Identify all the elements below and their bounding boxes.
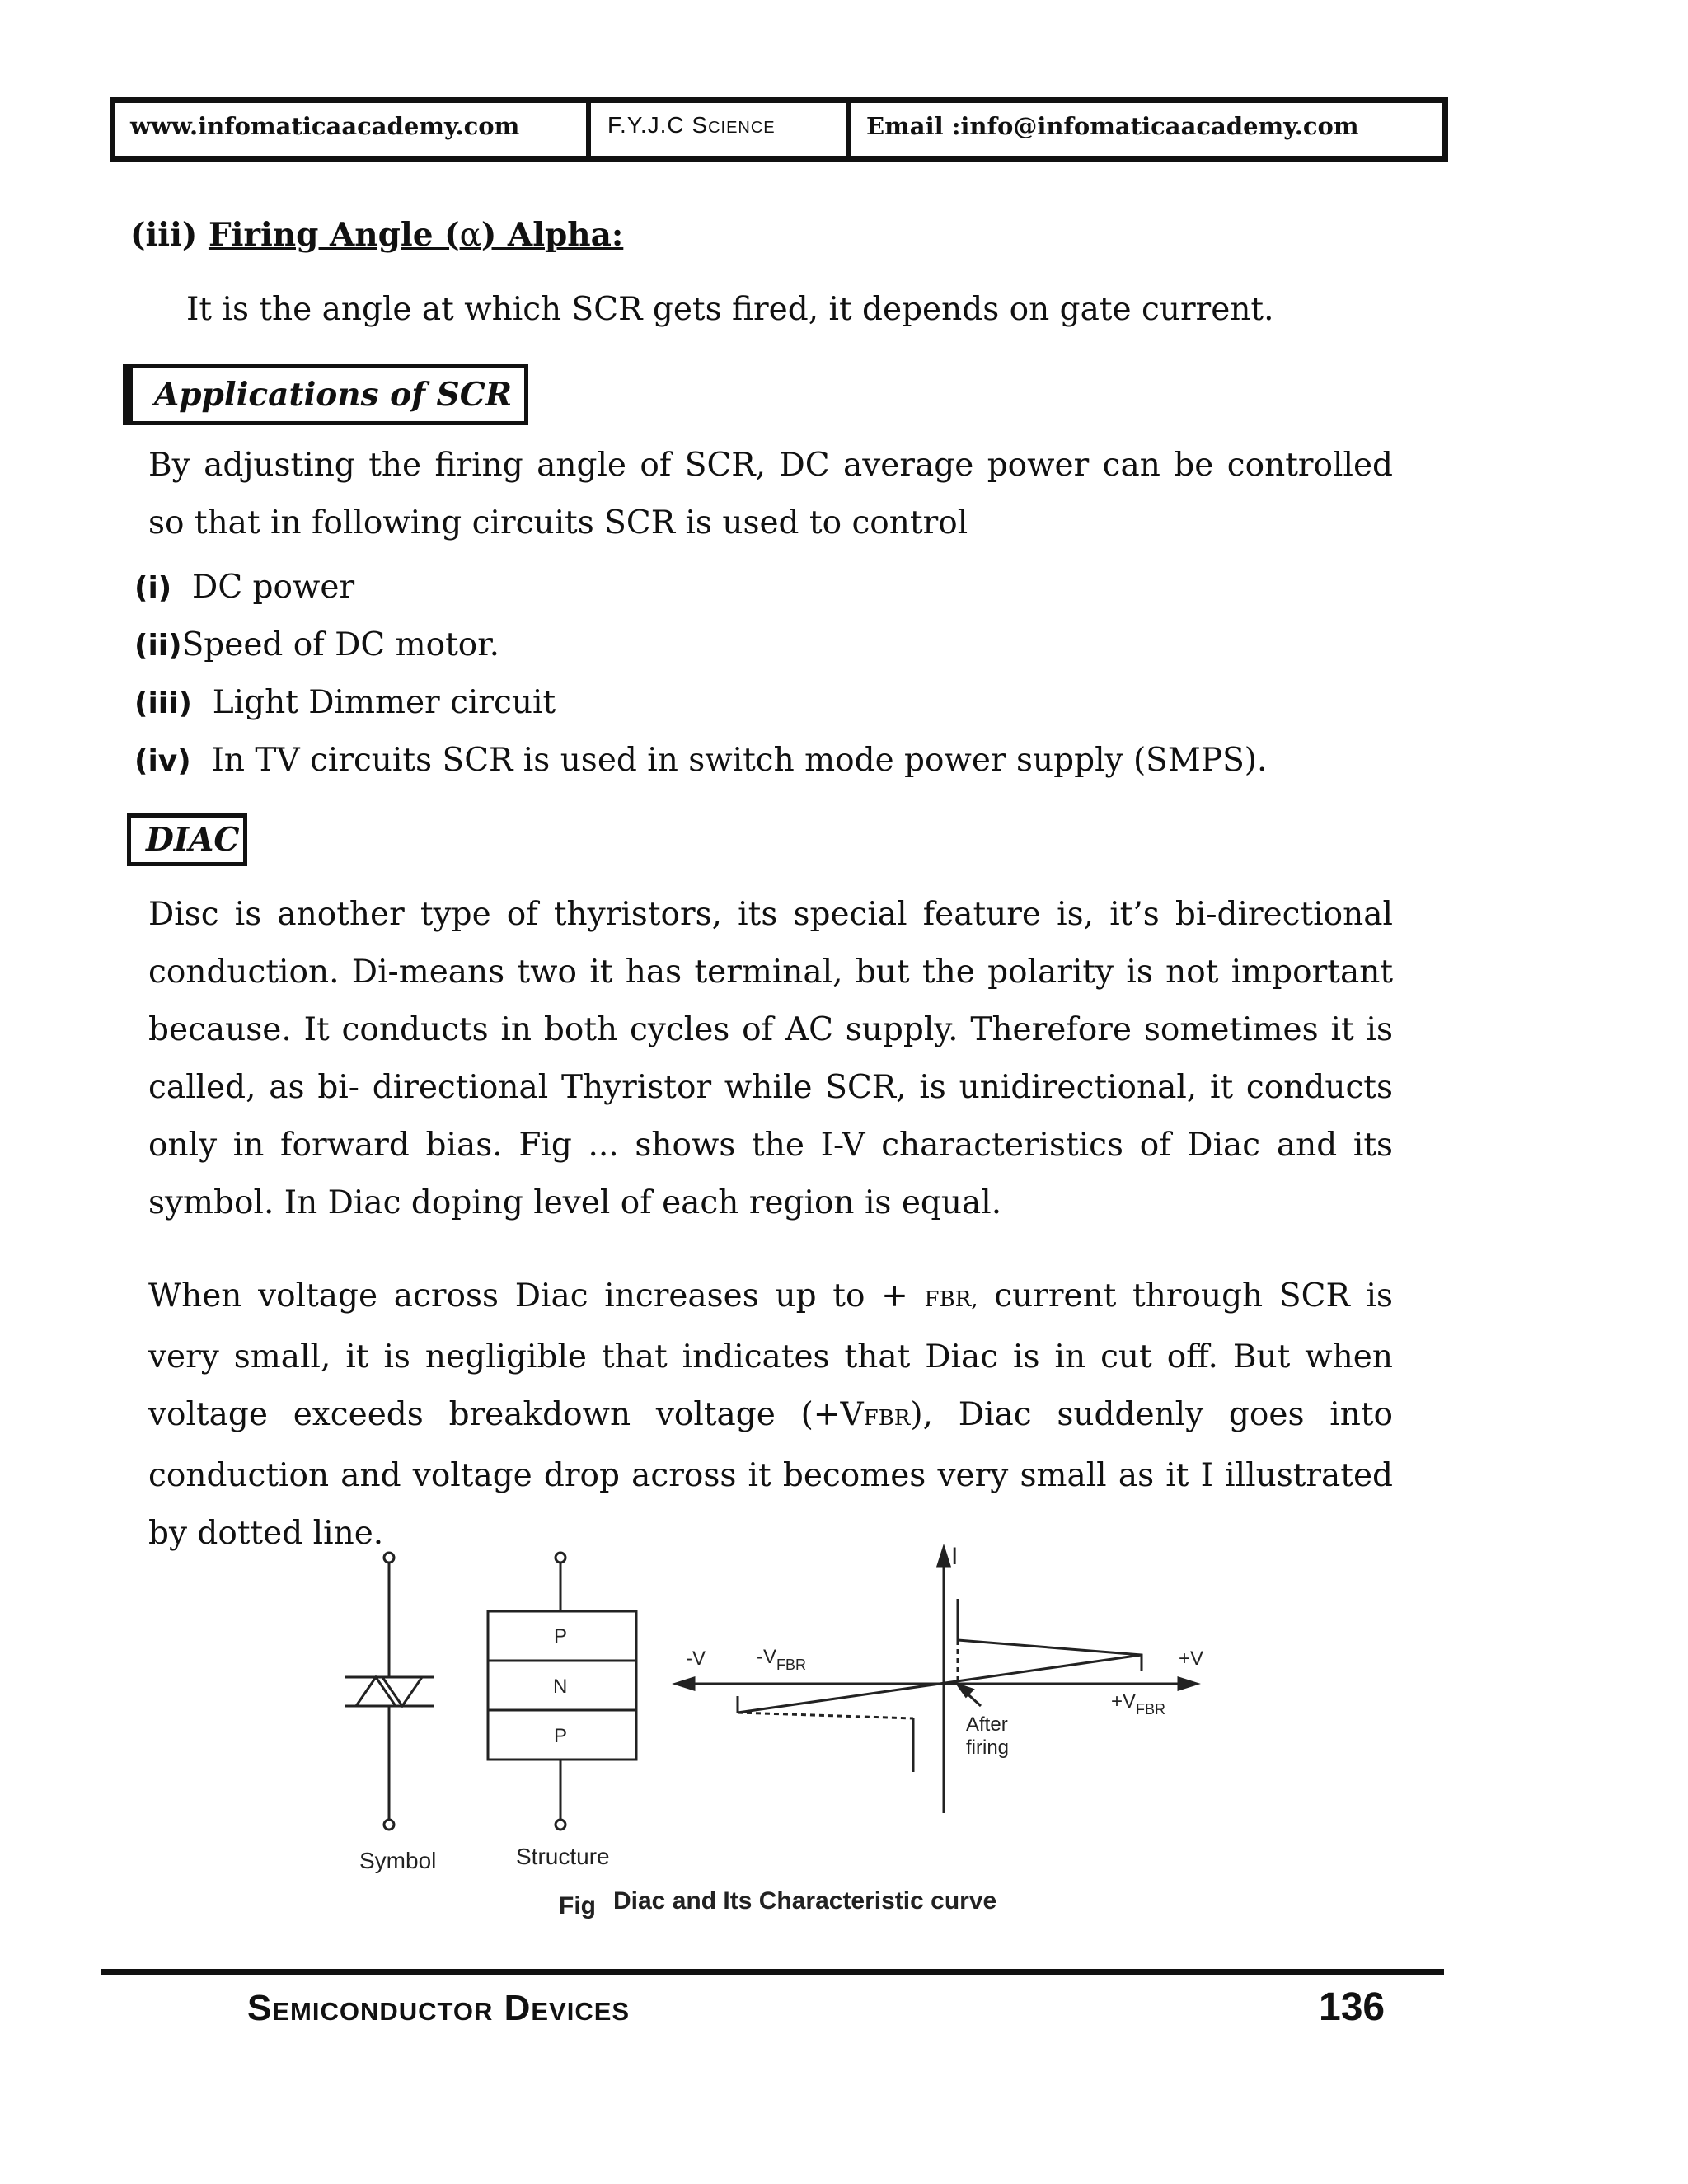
header-website[interactable]: www.infomaticaacademy.com	[115, 103, 591, 156]
after-firing-label-2: firing	[966, 1736, 1010, 1759]
alpha-symbol: α	[459, 217, 481, 254]
footer-divider	[101, 1969, 1444, 1975]
application-item-text: Speed of DC motor.	[181, 626, 499, 663]
application-item-text: Light Dimmer circuit	[212, 684, 556, 721]
neg-vfbr-label: $-V_{FBR}$	[757, 1646, 806, 1673]
symbol-label: Symbol	[359, 1848, 437, 1873]
application-item	[134, 674, 556, 733]
diac-figure	[321, 1533, 1261, 1929]
application-item	[134, 559, 354, 617]
application-item	[134, 732, 1267, 790]
diac-para2-part-c: ), Diac suddenly goes into conduction and voltage drop across it becomes very small as it I illustrated by dotted line.	[148, 1396, 1393, 1552]
pos-vfbr-label: $+V_{FBR}$	[1111, 1690, 1166, 1718]
firing-angle-heading	[130, 216, 623, 254]
diac-heading: DIAC	[127, 813, 247, 866]
applications-intro: By adjusting the firing angle of SCR, DC average power can be controlled so that in following circuits SCR is used to control	[148, 447, 1393, 541]
diac-para2-part-b: current through SCR is very small, it is negligible that indicates that Diac is in cut off. But when voltage exceeds breakdown voltage (+V	[148, 1277, 1393, 1433]
diac-paragraph-1: Disc is another type of thyristors, its special feature is, it’s bi-directional conduction. Di-means two it has terminal, but the polarity is not important because. It conducts in both cycles of AC supply. Therefore sometimes it is called, as bi- directional Thyristor while SCR, is unidirectional, it conducts only in forward bias. Fig ... shows the I-V characteristics of Diac and its symbol. In Diac doping level of each region is equal.	[148, 896, 1393, 1221]
application-item-text: DC power	[192, 569, 355, 606]
firing-angle-title-part2: ) Alpha:	[481, 216, 624, 254]
applications-heading: Applications of SCR	[123, 364, 528, 425]
firing-angle-body: It is the angle at which SCR gets fired, it depends on gate current.	[186, 291, 1274, 328]
application-item-text: In TV circuits SCR is used in switch mode power supply (SMPS).	[211, 742, 1268, 779]
application-item-number: (ii)	[134, 629, 182, 663]
structure-layer-n: N	[553, 1675, 568, 1698]
fbr-subscript: FBR,	[924, 1287, 978, 1312]
pos-v-label: +V	[1179, 1647, 1204, 1670]
diac-para2-part-a: When voltage across Diac increases up to +	[148, 1277, 925, 1315]
header-email[interactable]: Email :info@infomaticaacademy.com	[866, 112, 1359, 140]
application-item-number: (iii)	[134, 687, 192, 720]
figure-caption-fig: Fig	[559, 1892, 596, 1919]
structure-layer-p-top: P	[554, 1625, 568, 1647]
figure-caption: Diac and Its Characteristic curve	[613, 1887, 997, 1915]
page-header	[110, 97, 1448, 162]
header-course	[591, 103, 851, 156]
structure-label: Structure	[516, 1844, 610, 1869]
fbr-subscript: FBR	[863, 1406, 911, 1431]
application-item-number: (iv)	[134, 744, 191, 778]
firing-angle-title	[209, 216, 623, 254]
iv-characteristic	[676, 1548, 1197, 1813]
diac-paragraph-2	[148, 1268, 1393, 1563]
footer-title: Semiconductor Devices	[247, 1988, 631, 2028]
structure-layer-p-bottom: P	[554, 1725, 568, 1747]
neg-v-label: -V	[686, 1647, 706, 1670]
after-firing-label-1: After	[966, 1713, 1008, 1736]
axis-i-label: I	[951, 1543, 959, 1570]
header-course-text: F.Y.J.C Science	[607, 112, 776, 138]
application-item	[134, 616, 499, 675]
page-number: 136	[1319, 1985, 1386, 2029]
firing-angle-number: (iii)	[130, 216, 198, 254]
diac-symbol	[345, 1553, 434, 1830]
application-item-number: (i)	[134, 571, 172, 605]
firing-angle-title-part1: Firing Angle (	[208, 216, 460, 254]
